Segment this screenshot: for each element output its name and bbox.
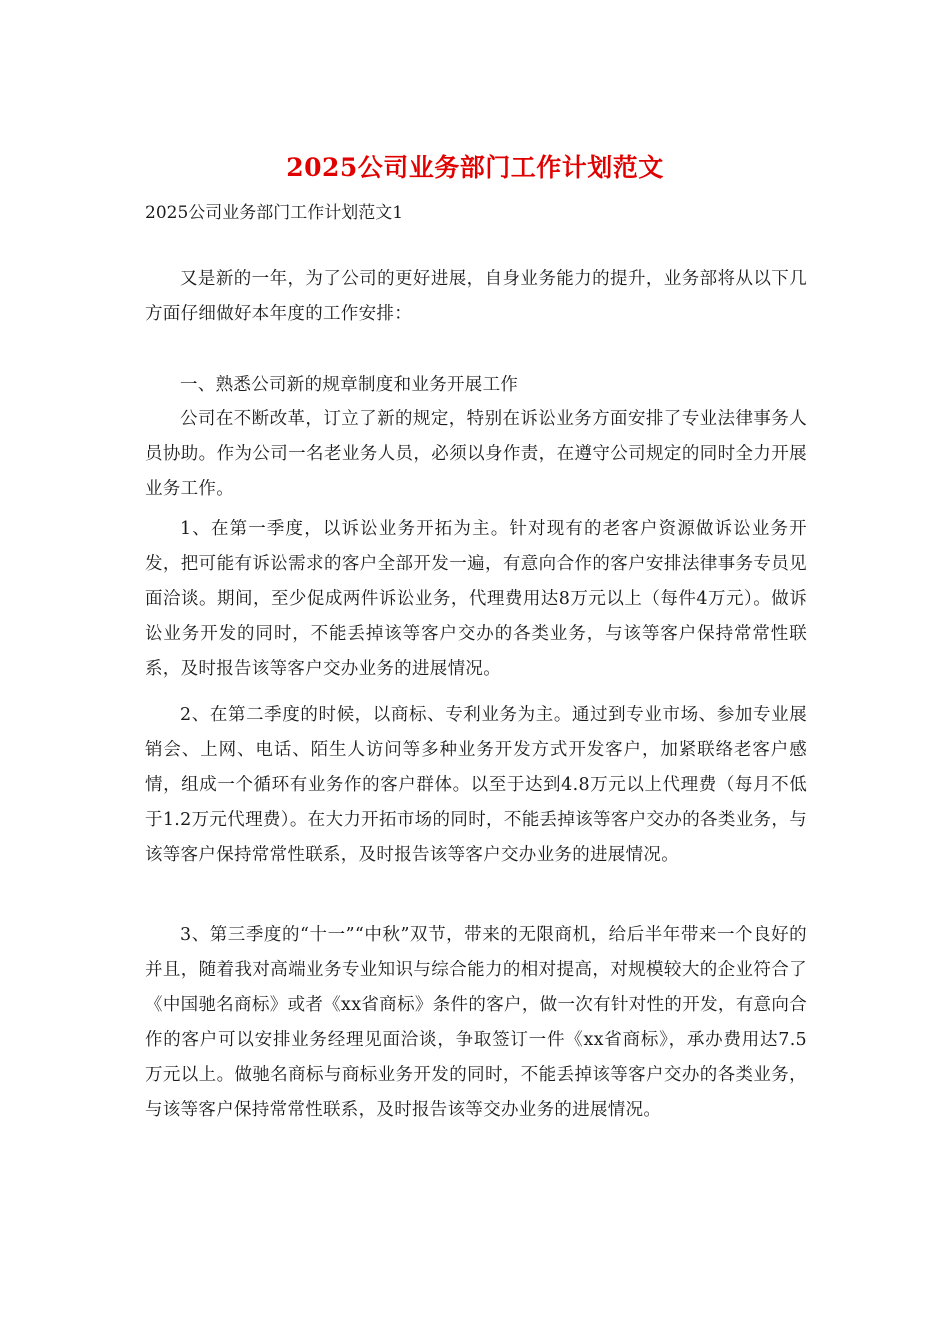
section-heading: 一、熟悉公司新的规章制度和业务开展工作	[180, 375, 519, 395]
section-paragraph: 公司在不断改革，订立了新的规定，特别在诉讼业务方面安排了专业法律事务人员协助。作为公司一名老业务人员，必须以身作责，在遵守公司规定的同时全力开展业务工作。	[145, 409, 807, 499]
document-subtitle: 2025公司业务部门工作计划范文1	[145, 203, 404, 223]
plan-item-q1: 1、在第一季度，以诉讼业务开拓为主。针对现有的老客户资源做诉讼业务开发，把可能有诉讼需求的客户全部开发一遍，有意向合作的客户安排法律事务专员见面洽谈。期间，至少促成两件诉讼业务，代理费用达8万元以上（每件4万元）。做诉讼业务开发的同时，不能丢掉该等客户交办的各类业务，与该等客户保持常常性联系，及时报告该等客户交办业务的进展情况。	[145, 519, 807, 679]
intro-paragraph: 又是新的一年，为了公司的更好进展，自身业务能力的提升，业务部将从以下几方面仔细做好本年度的工作安排：	[145, 269, 807, 324]
plan-item-q2: 2、在第二季度的时候，以商标、专利业务为主。通过到专业市场、参加专业展销会、上网、电话、陌生人访问等多种业务开发方式开发客户，加紧联络老客户感情，组成一个循环有业务作的客户群体。以至于达到4.8万元以上代理费（每月不低于1.2万元代理费）。在大力开拓市场的同时，不能丢掉该等客户交办的各类业务，与该等客户保持常常性联系，及时报告该等客户交办业务的进展情况。	[145, 705, 807, 865]
plan-item-q3: 3、第三季度的“十一”“中秋”双节，带来的无限商机，给后半年带来一个良好的并且，随着我对高端业务专业知识与综合能力的相对提高，对规模较大的企业符合了《中国驰名商标》或者《xx省商标》条件的客户，做一次有针对性的开发，有意向合作的客户可以安排业务经理见面洽谈，争取签订一件《xx省商标》，承办费用达7.5万元以上。做驰名商标与商标业务开发的同时，不能丢掉该等客户交办的各类业务，与该等客户保持常常性联系，及时报告该等交办业务的进展情况。	[145, 925, 807, 1120]
document-title: 2025公司业务部门工作计划范文	[286, 153, 664, 182]
